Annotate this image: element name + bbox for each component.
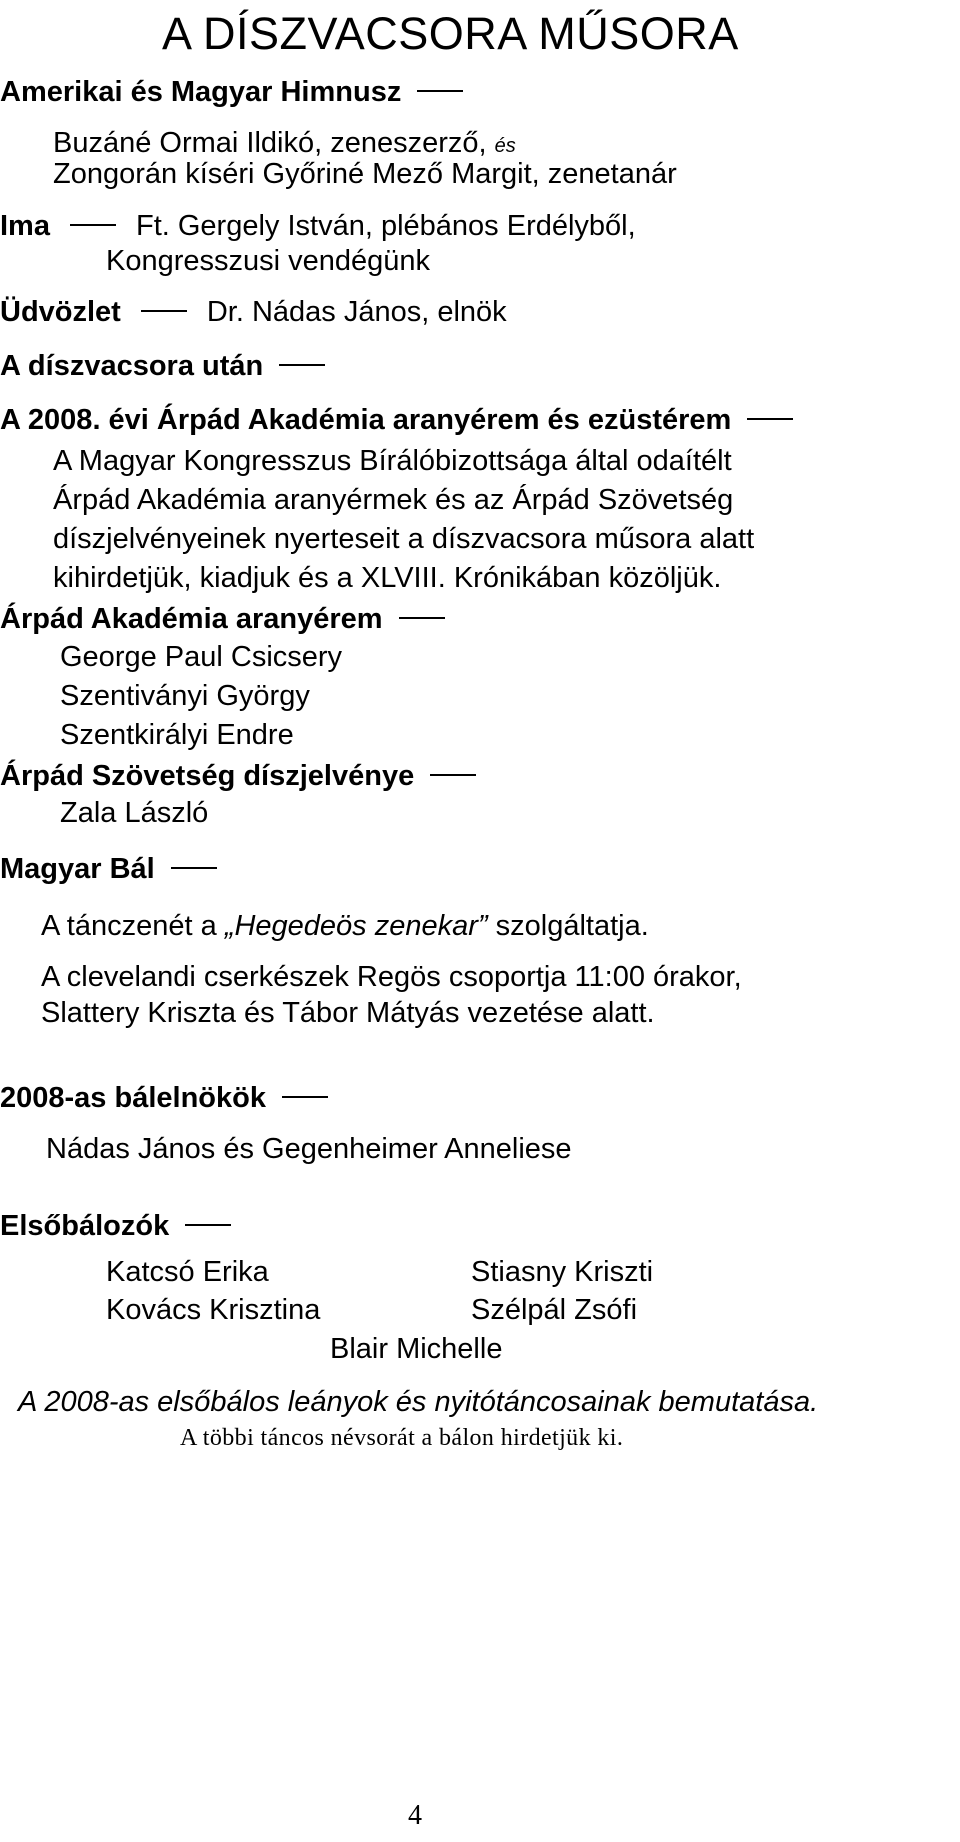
after-dinner-heading: [0, 350, 325, 383]
ball-heading: [0, 853, 217, 886]
closing-line-1: A 2008-as elsőbálos leányok és nyitótáncosainak bemutatása.: [18, 1386, 819, 1418]
ball-music-suffix: szolgáltatja.: [487, 910, 649, 942]
presidents-names: Nádas János és Gegenheimer Anneliese: [46, 1133, 572, 1165]
dash-divider: [430, 774, 476, 776]
gold-medal-name: Szentkirályi Endre: [60, 719, 294, 751]
gold-medal-names: [60, 638, 342, 755]
badge-heading-text: Árpád Szövetség díszjelvénye: [0, 760, 415, 792]
debutantes-heading-text: Elsőbálozók: [0, 1210, 170, 1242]
debutante-name: Kovács Krisztina: [106, 1294, 321, 1326]
page-title: A DÍSZVACSORA MŰSORA: [162, 8, 739, 59]
dash-divider: [141, 310, 187, 312]
anthem-heading: [0, 76, 463, 109]
welcome-text: Dr. Nádas János, elnök: [206, 296, 507, 328]
debutante-name: Stiasny Kriszti: [471, 1256, 654, 1288]
dash-divider: [747, 418, 793, 420]
dash-divider: [279, 364, 325, 366]
presidents-heading: [0, 1082, 328, 1115]
dash-divider: [70, 224, 116, 226]
anthem-line-1: [53, 127, 516, 160]
badge-heading: [0, 760, 476, 793]
dash-divider: [399, 617, 445, 619]
gold-medal-name: George Paul Csicsery: [60, 641, 343, 673]
prayer-heading: Ima: [0, 210, 50, 242]
anthem-line-1-suffix: és: [494, 135, 516, 157]
anthem-line-1-text: Buzáné Ormai Ildikó, zeneszerző,: [53, 127, 487, 159]
debutantes-heading: [0, 1210, 231, 1243]
anthem-heading-text: Amerikai és Magyar Himnusz: [0, 76, 402, 108]
dash-divider: [185, 1224, 231, 1226]
prayer-line-1: Ft. Gergely István, plébános Erdélyből,: [135, 210, 636, 242]
dash-divider: [282, 1096, 328, 1098]
debutante-name: Katcsó Erika: [106, 1256, 269, 1288]
dash-divider: [171, 867, 217, 869]
medals-paragraph: [53, 442, 754, 598]
prayer-row: [0, 210, 636, 243]
gold-medal-name: Szentiványi György: [60, 680, 310, 712]
dash-divider: [417, 90, 463, 92]
after-dinner-heading-text: A díszvacsora után: [0, 350, 264, 382]
ball-music-line: [41, 910, 649, 943]
medals-paragraph-line: Árpád Akadémia aranyérmek és az Árpád Szövetség: [53, 484, 734, 516]
medals-paragraph-line: A Magyar Kongresszus Bírálóbizottsága által odaítélt: [53, 445, 732, 477]
ball-band-name: „Hegedeös zenekar”: [224, 910, 488, 942]
medals-paragraph-line: díszjelvényeinek nyerteseit a díszvacsora műsora alatt: [53, 523, 755, 555]
medals-heading: [0, 404, 793, 437]
badge-name: Zala László: [60, 797, 209, 829]
gold-medal-heading-text: Árpád Akadémia aranyérem: [0, 603, 383, 635]
gold-medal-heading: [0, 603, 445, 636]
debutante-name: Blair Michelle: [330, 1333, 503, 1365]
ball-scouts-line-2: Slattery Kriszta és Tábor Mátyás vezetése alatt.: [41, 997, 655, 1029]
presidents-heading-text: 2008-as bálelnökök: [0, 1082, 266, 1114]
ball-music-prefix: A tánczenét a: [41, 910, 225, 942]
debutante-name: Szélpál Zsófi: [471, 1294, 638, 1326]
medals-heading-text: A 2008. évi Árpád Akadémia aranyérem és ezüstérem: [0, 404, 732, 436]
welcome-row: [0, 296, 507, 329]
welcome-heading: Üdvözlet: [0, 296, 121, 328]
prayer-line-2: Kongresszusi vendégünk: [106, 245, 431, 277]
medals-paragraph-line: kihirdetjük, kiadjuk és a XLVIII. Krónikában közöljük.: [53, 562, 722, 594]
page-number: 4: [408, 1800, 422, 1831]
closing-line-2: A többi táncos névsorát a bálon hirdetjük ki.: [180, 1425, 624, 1451]
ball-heading-text: Magyar Bál: [0, 853, 155, 885]
ball-scouts-line-1: A clevelandi cserkészek Regös csoportja 11:00 órakor,: [41, 961, 742, 993]
anthem-line-2: Zongorán kíséri Győriné Mező Margit, zenetanár: [53, 158, 677, 190]
